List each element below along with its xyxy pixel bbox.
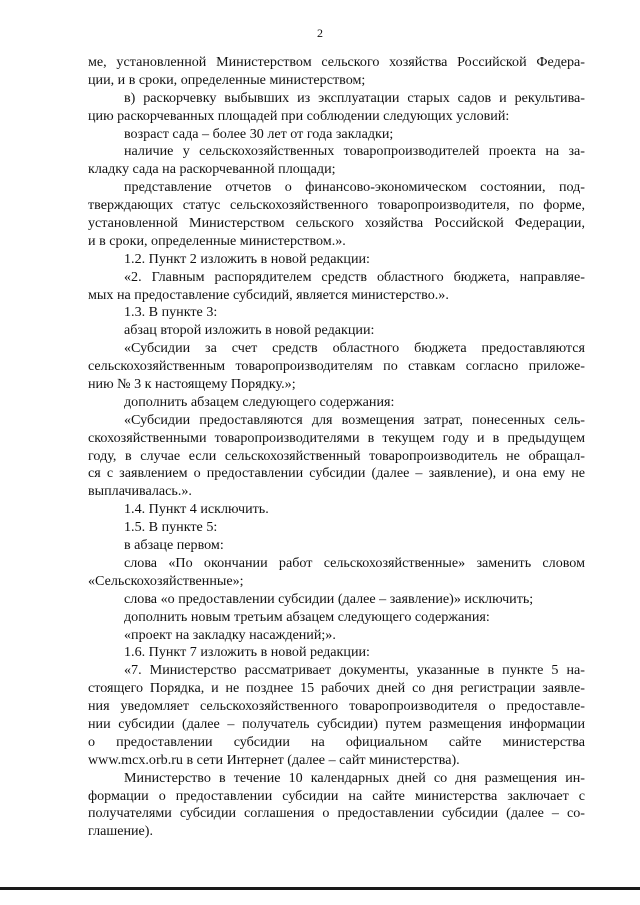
text-line: Министерство в течение 10 календарных дней со дня размещения ин- — [124, 769, 585, 786]
text-line: 1.3. В пункте 3: — [124, 304, 218, 321]
text-line: ния уведомляет сельскохозяйственного товаропроизводителя о предоставле- — [88, 698, 585, 715]
text-line: сельскохозяйственным товаропроизводителям по ставкам согласно приложе- — [88, 358, 585, 375]
text-line: году, в случае если сельскохозяйственный товаропроизводитель не обращал- — [88, 447, 585, 464]
text-line: и в сроки, определенные министерством.». — [88, 232, 346, 249]
text-line: 1.6. Пункт 7 изложить в новой редакции: — [124, 644, 370, 661]
text-line: выплачивалась.». — [88, 483, 192, 500]
text-line: ся с заявлением о предоставлении субсидии (далее – заявление), и она ему не — [88, 465, 585, 482]
text-line: «2. Главным распорядителем средств областного бюджета, направляе- — [124, 268, 585, 285]
text-line: «Сельскохозяйственные»; — [88, 572, 244, 589]
text-line: возраст сада – более 30 лет от года закладки; — [124, 125, 394, 142]
text-line: в абзаце первом: — [124, 537, 224, 554]
text-line: слова «о предоставлении субсидии (далее – заявление)» исключить; — [124, 590, 534, 607]
text-line: «7. Министерство рассматривает документы, указанные в пункте 5 на- — [124, 662, 585, 679]
text-line: стоящего Порядка, и не позднее 15 рабочих дней со дня регистрации заявле- — [88, 680, 585, 697]
text-line: 1.5. В пункте 5: — [124, 519, 218, 536]
text-line: тверждающих статус сельскохозяйственного товаропроизводителя, по форме, — [88, 197, 585, 214]
text-line: www.mcx.orb.ru в сети Интернет (далее – сайт министерства). — [88, 751, 460, 768]
text-line: в) раскорчевку выбывших из эксплуатации старых садов и рекультива- — [124, 89, 585, 106]
page-number: 2 — [317, 26, 323, 40]
text-line: формации о предоставлении субсидии на сайте министерства заключает с — [88, 787, 585, 804]
bottom-border-line — [0, 887, 640, 890]
text-line: ме, установленной Министерством сельского хозяйства Российской Федера- — [88, 54, 585, 70]
text-line: о предоставлении субсидии на официальном сайте министерства — [88, 733, 585, 750]
document-text-body — [88, 54, 585, 841]
text-line: получателями субсидии соглашения о предоставлении субсидии (далее – со- — [88, 805, 585, 822]
text-line: 1.2. Пункт 2 изложить в новой редакции: — [124, 250, 370, 267]
text-line: глашение). — [88, 823, 154, 840]
text-line: абзац второй изложить в новой редакции: — [124, 322, 375, 339]
text-line: скохозяйственными товаропроизводителями в текущем году и в предыдущем — [88, 429, 585, 446]
text-line: мых на предоставление субсидий, является министерство.». — [88, 286, 449, 303]
text-line: установленной Министерством сельского хозяйства Российской Федерации, — [88, 215, 585, 232]
text-line: наличие у сельскохозяйственных товаропроизводителей проекта на за- — [124, 143, 585, 160]
text-line: дополнить новым третьим абзацем следующего содержания: — [124, 608, 490, 625]
text-line: «Субсидии предоставляются для возмещения затрат, понесенных сель- — [124, 411, 585, 428]
text-line: дополнить абзацем следующего содержания: — [124, 393, 395, 410]
text-line: цию раскорчеванных площадей при соблюдении следующих условий: — [88, 107, 510, 124]
text-line: «Субсидии за счет средств областного бюджета предоставляются — [124, 340, 585, 357]
text-line: представление отчетов о финансово-экономическом состоянии, под- — [124, 179, 585, 196]
text-line: «проект на закладку насаждений;». — [124, 626, 336, 643]
text-line: нии субсидии (далее – получатель субсидии) путем размещения информации — [88, 715, 585, 732]
text-line: 1.4. Пункт 4 исключить. — [124, 501, 269, 518]
text-line: кладку сада на раскорчеванной площади; — [88, 161, 336, 178]
text-line: слова «По окончании работ сельскохозяйственные» заменить словом — [124, 554, 585, 571]
text-line: нию № 3 к настоящему Порядку.»; — [88, 376, 296, 393]
text-line: ции, и в сроки, определенные министерством; — [88, 71, 366, 88]
